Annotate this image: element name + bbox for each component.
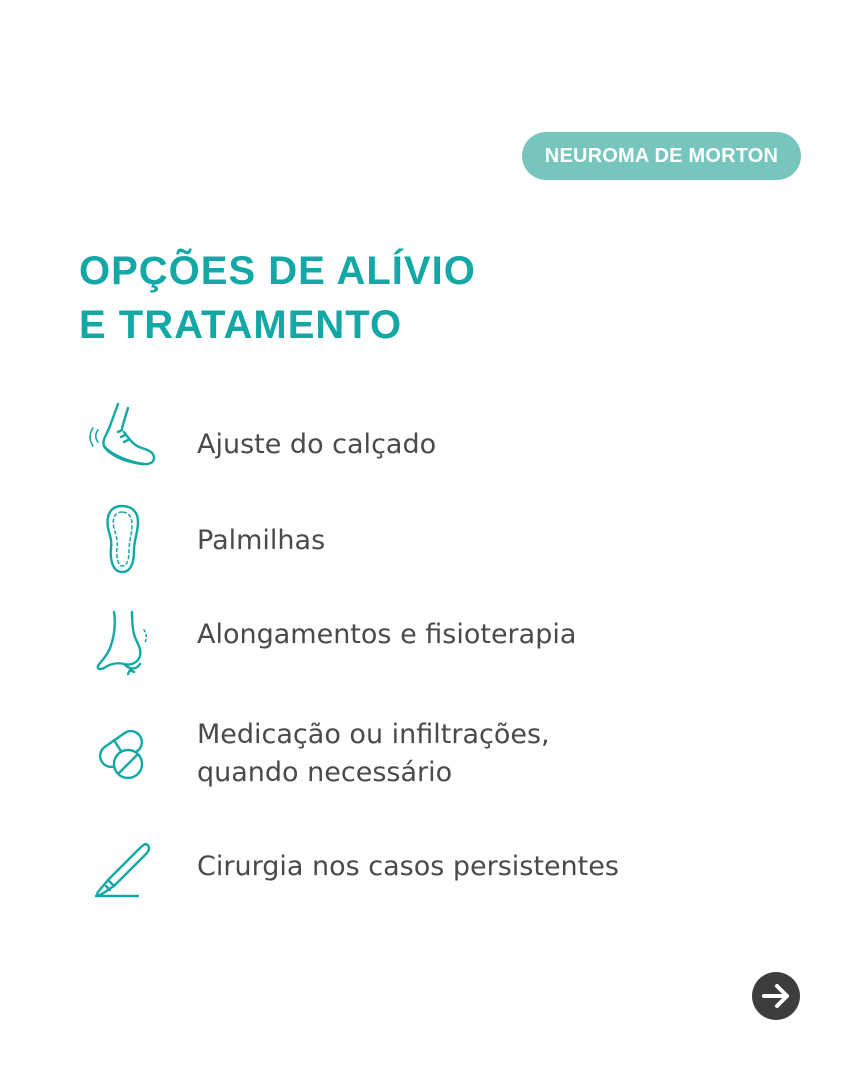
page-title bbox=[79, 244, 476, 352]
pills-icon bbox=[84, 716, 160, 792]
shoe-icon bbox=[84, 402, 160, 478]
insole-icon bbox=[84, 502, 160, 578]
list-item-label: Ajuste do calçado bbox=[197, 429, 437, 460]
arrow-right-icon bbox=[752, 972, 800, 1020]
scalpel-icon bbox=[84, 834, 160, 910]
list-item-label: Palmilhas bbox=[197, 525, 326, 556]
topic-badge: NEUROMA DE MORTON bbox=[522, 132, 801, 180]
page-title-line-2: E TRATAMENTO bbox=[79, 303, 403, 347]
next-button[interactable] bbox=[752, 972, 800, 1020]
list-item-label-line-1: Medicação ou infiltrações, bbox=[197, 719, 550, 750]
page-title-line-1: OPÇÕES DE ALÍVIO bbox=[79, 249, 476, 293]
list-item-label: Alongamentos e fisioterapia bbox=[197, 619, 577, 650]
list-item-label-line-2: quando necessário bbox=[197, 757, 453, 788]
list-item-label bbox=[197, 716, 550, 792]
foot-stretch-icon bbox=[84, 604, 160, 680]
list-item-label: Cirurgia nos casos persistentes bbox=[197, 851, 619, 882]
